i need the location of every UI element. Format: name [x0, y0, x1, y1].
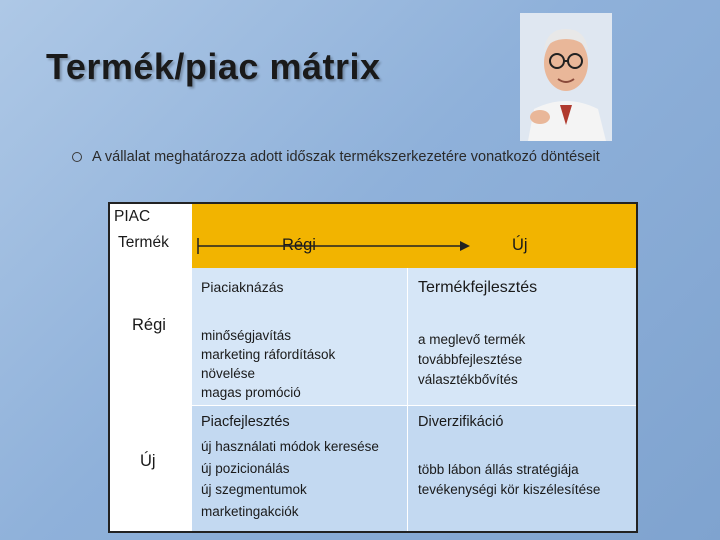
quadrant-market-penetration [192, 268, 408, 405]
header-row [192, 204, 636, 268]
list-item: a meglevő termék továbbfejlesztése [418, 332, 526, 367]
row-header-new-cell [110, 405, 192, 531]
list-item: tevékenységi kör kiszélesítése [418, 482, 601, 497]
quadrant-product-development [408, 268, 636, 405]
q1-title: Piaciaknázás [201, 279, 284, 295]
q2-items [418, 330, 618, 390]
q4-items [418, 460, 633, 500]
q3-title: Piacfejlesztés [201, 414, 290, 430]
list-item: magas promóció [201, 385, 301, 400]
row-header-old: Régi [132, 316, 166, 334]
column-header-new: Új [512, 236, 528, 254]
row-header-old-cell [110, 268, 192, 405]
list-item: új pozicionálás [201, 460, 290, 476]
list-item: minőségjavítás [201, 328, 292, 343]
q2-title: Termékfejlesztés [418, 279, 538, 296]
q3-items [201, 436, 406, 522]
row-header-new: Új [140, 452, 156, 470]
column-header-old: Régi [282, 236, 316, 254]
list-item: marketingakciók [201, 503, 299, 519]
portrait-photo [520, 13, 612, 141]
corner-cell [110, 204, 192, 268]
page-title: Termék/piac mátrix [46, 46, 381, 87]
list-item: új használati módok keresése [201, 439, 379, 454]
quadrant-diversification [408, 405, 636, 531]
corner-label-market: PIAC [114, 208, 151, 225]
quadrant-market-development [192, 405, 408, 531]
arrow-icon [192, 204, 636, 268]
q1-items [201, 326, 381, 402]
list-item: több lábon állás stratégiája [418, 462, 579, 477]
q4-title: Diverzifikáció [418, 414, 504, 430]
list-item: választékbővítés [418, 372, 518, 387]
list-item: marketing ráfordítások növelése [201, 347, 336, 381]
man-portrait-icon [520, 13, 612, 141]
list-item: új szegmentumok [201, 482, 307, 497]
bullet-circle-icon [72, 152, 82, 162]
product-market-matrix [108, 202, 638, 533]
bullet-label: A vállalat meghatározza adott időszak termékszerkezetére vonatkozó döntéseit [92, 149, 600, 165]
corner-label-product: Termék [118, 234, 169, 251]
bullet-text [92, 148, 652, 167]
